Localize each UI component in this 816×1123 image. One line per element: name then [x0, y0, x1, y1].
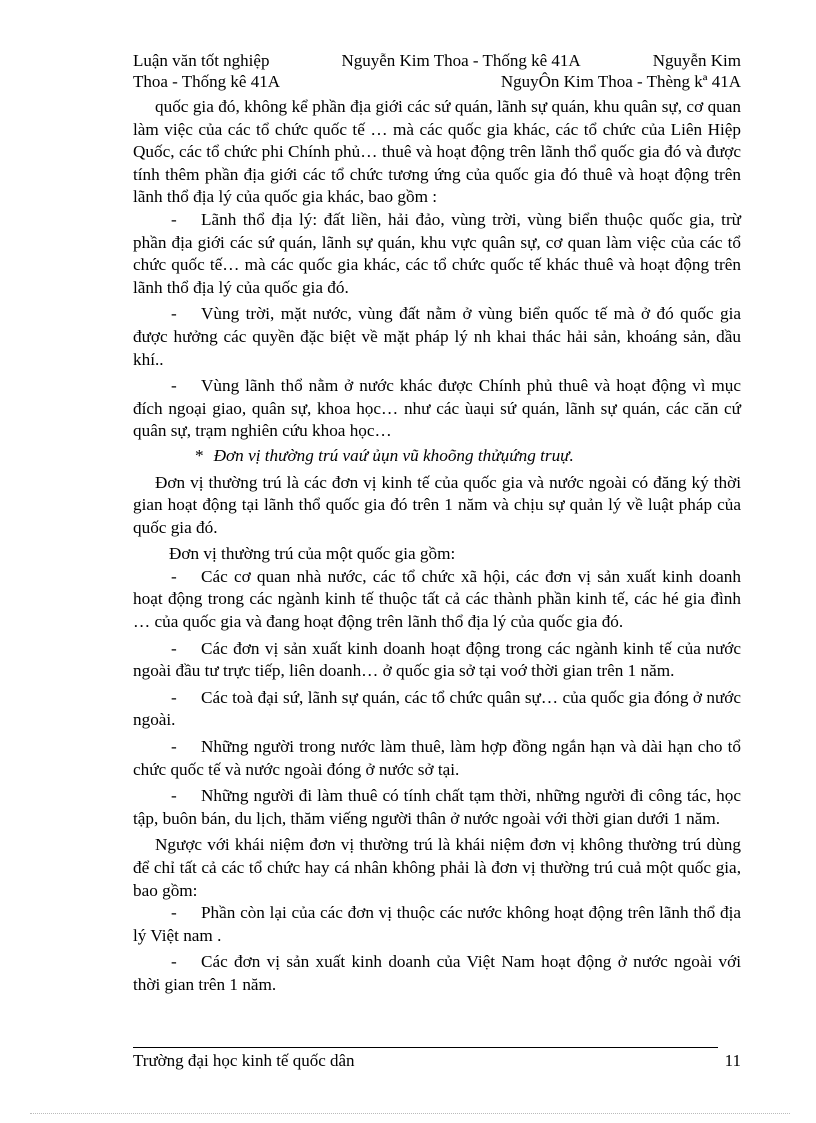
header-thesis-label: Luận văn tốt nghiệp	[133, 51, 270, 70]
bullet-marker: -	[171, 687, 177, 707]
bullet-text: Các đơn vị sản xuất kinh doanh của Việt Nam hoạt động ở nước ngoài với thời gian trên 1 năm.	[133, 952, 741, 994]
footer-school: Trường đại học kinh tế quốc dân	[133, 1051, 355, 1070]
header-author-cont: Thoa - Thống kê 41A	[133, 72, 280, 91]
bullet-marker: -	[171, 737, 177, 757]
paragraph: Đơn vị thường trú là các đơn vị kinh tế của quốc gia và nước ngoài có đăng ký thời gian hoạt động tại lãnh thổ quốc gia đó trên 1 năm và chịu sự quản lý về luật pháp của quốc gia đó.	[133, 472, 741, 537]
bullet-marker: -	[171, 304, 177, 324]
bullet-text: Những người trong nước làm thuê, làm hợp đồng ngắn hạn và dài hạn cho tổ chức quốc tế và nước ngoài đóng ở nước sở tại.	[133, 737, 741, 779]
section-heading	[133, 445, 741, 468]
bullet-marker: -	[171, 952, 177, 972]
page-number: 11	[724, 1051, 741, 1070]
bullet-text: Những người đi làm thuê có tính chất tạm thời, những người đi công tác, học tập, buôn bán, du lịch, thăm viếng người thân ở nước ngoài với thời gian dưới 1 năm.	[133, 786, 741, 828]
bullet-marker: -	[171, 638, 177, 658]
bullet-text: Vùng lãnh thổ nằm ở nước khác được Chính phủ thuê và hoạt động vì mục đích ngoại giao, quân sự, khoa học… như các ùaụi sứ quán, lãnh sự quán, các căn cứ quân sự, trạm nghiên cứu khoa học…	[133, 376, 741, 441]
paragraph: Đơn vị thường trú của một quốc gia gồm:	[169, 544, 456, 564]
bullet-marker: -	[171, 209, 177, 229]
bullet-text: Các cơ quan nhà nước, các tổ chức xã hội, các đơn vị sản xuất kinh doanh hoạt động trong các ngành kinh tế thuộc tất cả các thành phần kinh tế, các hé gia đình … của quốc gia và đang hoạt động trên lãnh thổ địa lý của quốc gia đó.	[133, 566, 741, 632]
paragraph: Ngược với khái niệm đơn vị thường trú là khái niệm đơn vị không thường trú dùng để chỉ tất cả các tổ chức hay cá nhân không phải là đơn vị thường trú cuả một quốc gia, bao gồm:	[133, 835, 741, 900]
star-marker: *	[195, 445, 204, 465]
bullet-marker: -	[171, 566, 177, 586]
bullet-item	[133, 209, 741, 299]
bullet-text: Phần còn lại của các đơn vị thuộc các nước không hoạt động trên lãnh thổ địa lý Việt nam .	[133, 903, 741, 945]
header-line-2	[133, 71, 741, 92]
header-line-1	[133, 50, 741, 71]
bullet-marker: -	[171, 786, 177, 806]
paragraph: quốc gia đó, không kể phần địa giới các sứ quán, lãnh sự quán, khu quân sự, cơ quan làm việc của các tổ chức quốc tế … mà các quốc gia khác, các tổ chức của Liên Hiệp Quốc, các tổ chức phi Chính phủ… thuê và hoạt động trên lãnh thổ quốc gia đó và được tính thêm phần địa giới các tổ chức tương ứng của quốc gia đó thuê và hoạt động trên lãnh thổ địa lý của quốc gia khác, bao gồm :	[133, 97, 741, 207]
bullet-item	[133, 638, 741, 683]
page-footer	[133, 1051, 741, 1071]
bullet-item	[133, 303, 741, 371]
bullet-text: Lãnh thổ địa lý: đất liền, hải đảo, vùng trời, vùng biển thuộc quốc gia, trừ phần địa giới các sứ quán, lãnh sự quán, khu vực quân sự, cơ quan làm việc của các tổ chức quốc tế… mà các quốc gia khác, các tổ chức quốc tế khác thuê và hoạt động trên lãnh thổ địa lý của quốc gia đó.	[133, 209, 741, 297]
bullet-item	[133, 375, 741, 443]
header-author: Nguyễn Kim Thoa - Thống kê 41A	[341, 51, 581, 70]
page-bottom-dotted-border	[30, 1113, 790, 1114]
section-heading-text: Đơn vị thường trú vaứ ủụn vũ khoõng thửụứng truự.	[213, 445, 574, 465]
footer-divider	[133, 1047, 718, 1048]
bullet-marker: -	[171, 376, 177, 396]
bullet-item	[133, 785, 741, 830]
page-header	[133, 50, 741, 92]
header-author-garbled: NguyÔn Kim Thoa - Thèng kª 41A	[500, 72, 741, 91]
bullet-item	[133, 951, 741, 996]
bullet-text: Vùng trời, mặt nước, vùng đất nằm ở vùng biển quốc tế mà ở đó quốc gia được hưởng các quyền đặc biệt về mặt pháp lý nh khai thác hải sản, khoáng sản, dầu khí..	[133, 304, 741, 369]
bullet-item	[133, 736, 741, 781]
bullet-marker: -	[171, 903, 177, 923]
bullet-text: Các toà đại sứ, lãnh sự quán, các tổ chức quân sự… của quốc gia đóng ở nước ngoài.	[133, 687, 741, 730]
bullet-item	[133, 687, 741, 732]
bullet-text: Các đơn vị sản xuất kinh doanh hoạt động trong các ngành kinh tế của nước ngoài đầu tư trực tiếp, liên doanh… ở quốc gia sở tại voớ thời gian trên 1 năm.	[133, 638, 741, 681]
bullet-item	[133, 902, 741, 947]
bullet-item	[133, 566, 741, 634]
header-author-repeat: Nguyễn Kim	[652, 51, 741, 70]
document-body	[133, 96, 741, 997]
